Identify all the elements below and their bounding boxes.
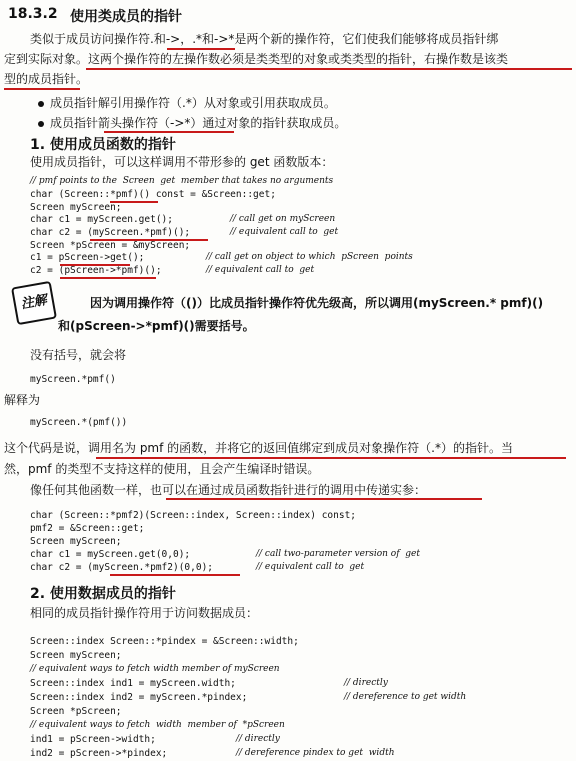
underline-mark [90,239,208,241]
explain-line-1: 这个代码是说，调用名为 pmf 的函数，并将它的返回值绑定到成员对象操作符（.*）的指针。当 [4,441,513,455]
code-comment: // directly [344,678,388,688]
underline-mark [110,574,240,576]
code-line: Screen myScreen; [30,202,122,213]
section-title: 1. 使用成员函数的指针 [30,137,176,153]
underline-mark [60,277,156,279]
code-comment: // equivalent ways to fetch width member of *pScreen [30,720,285,730]
underline-mark [4,88,80,90]
code-line: Screen myScreen; [30,536,122,547]
note-line-1: 因为调用操作符（()）比成员指针操作符优先级高，所以调用(myScreen.* pmf)() [90,296,544,310]
underline-mark [166,498,482,500]
body-text: 没有括号，就会将 [30,348,127,362]
code-comment: // dereference to get width [344,692,467,702]
code-comment: // directly [236,734,280,744]
code-comment: // equivalent ways to fetch width member of myScreen [30,664,280,674]
underline-mark [96,457,566,459]
body-text: 解释为 [4,393,41,407]
code-comment: // call two-parameter version of get [256,549,420,559]
section-number: 18.3.2 [8,6,58,22]
bullet-item: 成员指针箭头操作符（->*）通过对象的指针获取成员。 [50,116,347,130]
code-line: char c2 = (myScreen.*pmf2)(0,0); [30,562,214,573]
underline-mark [110,201,158,203]
section-desc: 相同的成员指针操作符用于访问数据成员： [30,606,259,620]
code-line: Screen myScreen; [30,650,122,661]
code-line: Screen::index Screen::*pindex = &Screen::width; [30,636,299,647]
code-comment: // equivalent call to get [230,227,339,237]
underline-mark [104,131,234,133]
code-line: Screen *pScreen = &myScreen; [30,240,191,251]
body-text: 像任何其他函数一样，也可以在通过成员函数指针进行的调用中传递实参： [30,483,427,497]
code-line: char (Screen::*pmf)() const = &Screen::get; [30,189,276,200]
code-line: char (Screen::*pmf2)(Screen::index, Screen::index) const; [30,510,357,521]
code-comment: // pmf points to the Screen get member that takes no arguments [30,176,334,186]
note-icon: 注解 [11,281,57,325]
page-title: 使用类成员的指针 [70,9,182,25]
code-line: myScreen.*pmf() [30,374,116,385]
bullet-icon [38,101,44,107]
intro-line-2: 定到实际对象。这两个操作符的左操作数必须是类类型的对象或类类型的指针，右操作数是该类 [4,52,509,66]
code-line: ind1 = pScreen->width; [30,734,156,745]
code-line: Screen::index ind2 = myScreen.*pindex; [30,692,248,703]
code-comment: // call get on object to which pScreen points [206,252,413,262]
section-title: 2. 使用数据成员的指针 [30,586,176,602]
code-comment: // dereference pindex to get width [236,748,395,758]
code-comment: // equivalent call to get [256,562,365,572]
code-line: Screen *pScreen; [30,706,122,717]
code-comment: // call get on myScreen [230,214,336,224]
bullet-icon [38,121,44,127]
code-line: char c1 = myScreen.get(0,0); [30,549,191,560]
code-line: ind2 = pScreen->*pindex; [30,748,168,759]
bullet-item: 成员指针解引用操作符（.*）从对象或引用获取成员。 [50,96,336,110]
intro-line-3: 型的成员指针。 [4,72,89,86]
note-line-2: 和(pScreen->*pmf)()需要括号。 [58,319,255,333]
code-line: Screen::index ind1 = myScreen.width; [30,678,236,689]
code-line: myScreen.*(pmf()) [30,417,128,428]
code-line: c2 = (pScreen->*pmf)(); [30,265,162,276]
underline-mark [167,48,235,50]
code-comment: // equivalent call to get [206,265,315,275]
section-desc: 使用成员指针，可以这样调用不带形参的 get 函数版本： [30,155,334,169]
code-line: char c2 = (myScreen.*pmf)(); [30,227,191,238]
underline-mark [60,264,130,266]
code-line: char c1 = myScreen.get(); [30,214,173,225]
underline-mark [86,68,572,70]
code-line: c1 = pScreen->get(); [30,252,145,263]
intro-line-1: 类似于成员访问操作符.和->，.*和->*是两个新的操作符，它们使我们能够将成员指针绑 [30,32,499,46]
explain-line-2: 然，pmf 的类型不支持这样的使用，且会产生编译时错误。 [4,462,320,476]
code-line: pmf2 = &Screen::get; [30,523,145,534]
